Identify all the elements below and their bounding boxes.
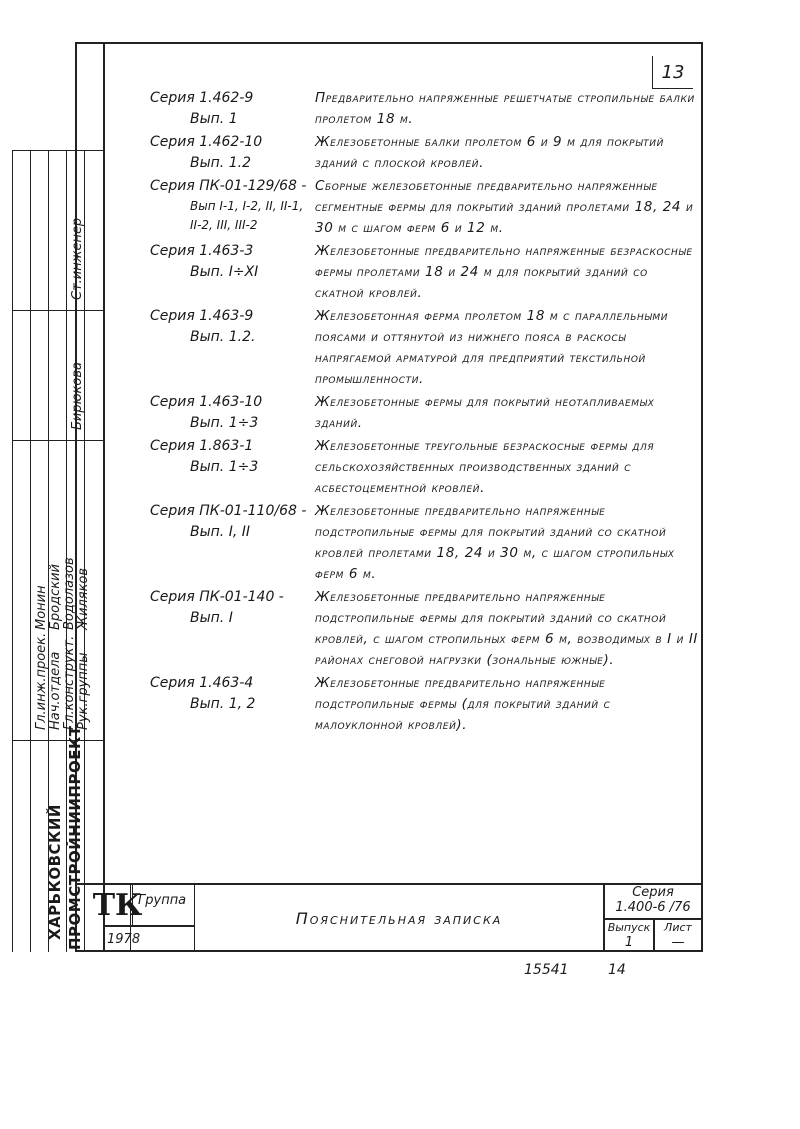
title-block xyxy=(75,883,703,952)
name-chief-designer: Водолазов xyxy=(62,557,77,630)
page-number: 13 xyxy=(652,56,693,89)
series-code: Серия 1.463-10 xyxy=(150,394,263,410)
series-code: Серия 1.863-1 xyxy=(150,438,254,454)
series-issue: Вып. 1÷3 xyxy=(190,415,259,431)
list-item xyxy=(150,241,700,304)
series-code: Серия ПК-01-110/68 - xyxy=(150,503,307,519)
organization-line1: ХАРЬКОВСКИЙ xyxy=(46,804,64,940)
tk-mark: ТК xyxy=(92,887,143,923)
page-index: 14 xyxy=(608,962,626,978)
sheet-label: Лист xyxy=(664,921,692,934)
series-code: Серия ПК-01-140 - xyxy=(150,589,284,605)
series-code: Серия 1.463-9 xyxy=(150,308,254,324)
list-item xyxy=(150,88,700,130)
series-description: Железобетонные предварительно напряженные безраскосные фермы пролетами 18 и 24 м для покрытий зданий со скатной кровлей. xyxy=(315,243,693,301)
role-group-lead: Рук.группы xyxy=(76,652,91,730)
series-issue: Вып I-1, I-2, II, II-1, II-2, III, III-2 xyxy=(190,199,304,232)
list-item xyxy=(150,436,700,499)
list-item xyxy=(150,587,700,671)
series-description: Железобетонные треугольные безраскосные фермы для сельскохозяйственных производственных зданий с асбестоцементной кровлей. xyxy=(315,438,655,496)
name-dept-head: Бродский xyxy=(48,563,63,630)
series-code: Серия 1.463-4 xyxy=(150,675,254,691)
series-issue: Вып. I xyxy=(190,610,233,626)
series-code: Серия ПК-01-129/68 - xyxy=(150,178,307,194)
series-code: Серия 1.462-10 xyxy=(150,134,263,150)
name-chief-engineer: Монин xyxy=(34,585,49,630)
series-description: Предварительно напряженные решетчатые стропильные балки пролетом 18 м. xyxy=(315,90,695,127)
series-description: Железобетонные фермы для покрытий неотапливаемых зданий. xyxy=(315,394,655,431)
list-item xyxy=(150,501,700,585)
series-issue: Вып. 1.2 xyxy=(190,155,251,171)
series-issue: Вып. I÷XI xyxy=(190,264,259,280)
series-description: Железобетонные предварительно напряженные подстропильные фермы для покрытий зданий со скатной кровлей, с шагом стропильных ферм 6 м, возводимых в I и II районах снеговой нагрузки (зональные южные). xyxy=(315,589,698,668)
series-issue: Вып. I, II xyxy=(190,524,250,540)
series-description: Железобетонные предварительно напряженные подстропильные фермы для покрытий зданий со скатной кровлей пролетами 18, 24 и 30 м, с шагом стропильных ферм 6 м. xyxy=(315,503,675,582)
series-code: Серия 1.462-9 xyxy=(150,90,254,106)
role-chief-designer: Гл.конструкт. xyxy=(62,635,77,730)
list-item xyxy=(150,176,700,239)
list-item xyxy=(150,132,700,174)
list-item xyxy=(150,673,700,736)
sheet-value: — xyxy=(671,935,685,950)
series-issue: Вып. 1÷3 xyxy=(190,459,259,475)
series-value: 1.400-6 /76 xyxy=(615,900,691,915)
series-issue: Вып. 1, 2 xyxy=(190,696,256,712)
series-description: Железобетонная ферма пролетом 18 м с параллельными поясами и оттянутой из нижнего пояса в раскосы напрягаемой арматурой для предприятий текстильной промышленности. xyxy=(315,308,669,387)
name-st-engineer: Бирюкова xyxy=(70,362,85,430)
explanatory-list xyxy=(150,88,700,738)
issue-value: 1 xyxy=(624,935,634,950)
group-label: Группа xyxy=(138,893,187,908)
series-issue: Вып. 1.2. xyxy=(190,329,256,345)
series-issue: Вып. 1 xyxy=(190,111,238,127)
series-description: Сборные железобетонные предварительно напряженные сегментные фермы для покрытий зданий пролетами 18, 24 и 30 м с шагом ферм 6 и 12 м. xyxy=(315,178,694,236)
series-description: Железобетонные предварительно напряженные подстропильные фермы (для покрытий зданий с малоуклонной кровлей). xyxy=(315,675,611,733)
list-item xyxy=(150,306,700,390)
role-dept-head: Нач.отдела xyxy=(48,651,63,730)
year: 1978 xyxy=(107,932,141,947)
sheet-caption: Пояснительная записка xyxy=(295,909,503,928)
role-chief-engineer: Гл.инж.проек. xyxy=(34,632,49,730)
series-code: Серия 1.463-3 xyxy=(150,243,254,259)
series-label: Серия xyxy=(632,885,674,900)
role-st-engineer: Ст.инженер xyxy=(70,217,85,300)
archive-number: 15541 xyxy=(524,962,569,978)
name-group-lead: Жиляков xyxy=(76,567,91,630)
list-item xyxy=(150,392,700,434)
organization-line2: ПРОМСТРОЙНИИПРОЕКТ xyxy=(66,725,84,950)
issue-label: Выпуск xyxy=(607,921,651,934)
series-description: Железобетонные балки пролетом 6 и 9 м для покрытий зданий с плоской кровлей. xyxy=(315,134,664,171)
side-stamp xyxy=(12,150,104,952)
